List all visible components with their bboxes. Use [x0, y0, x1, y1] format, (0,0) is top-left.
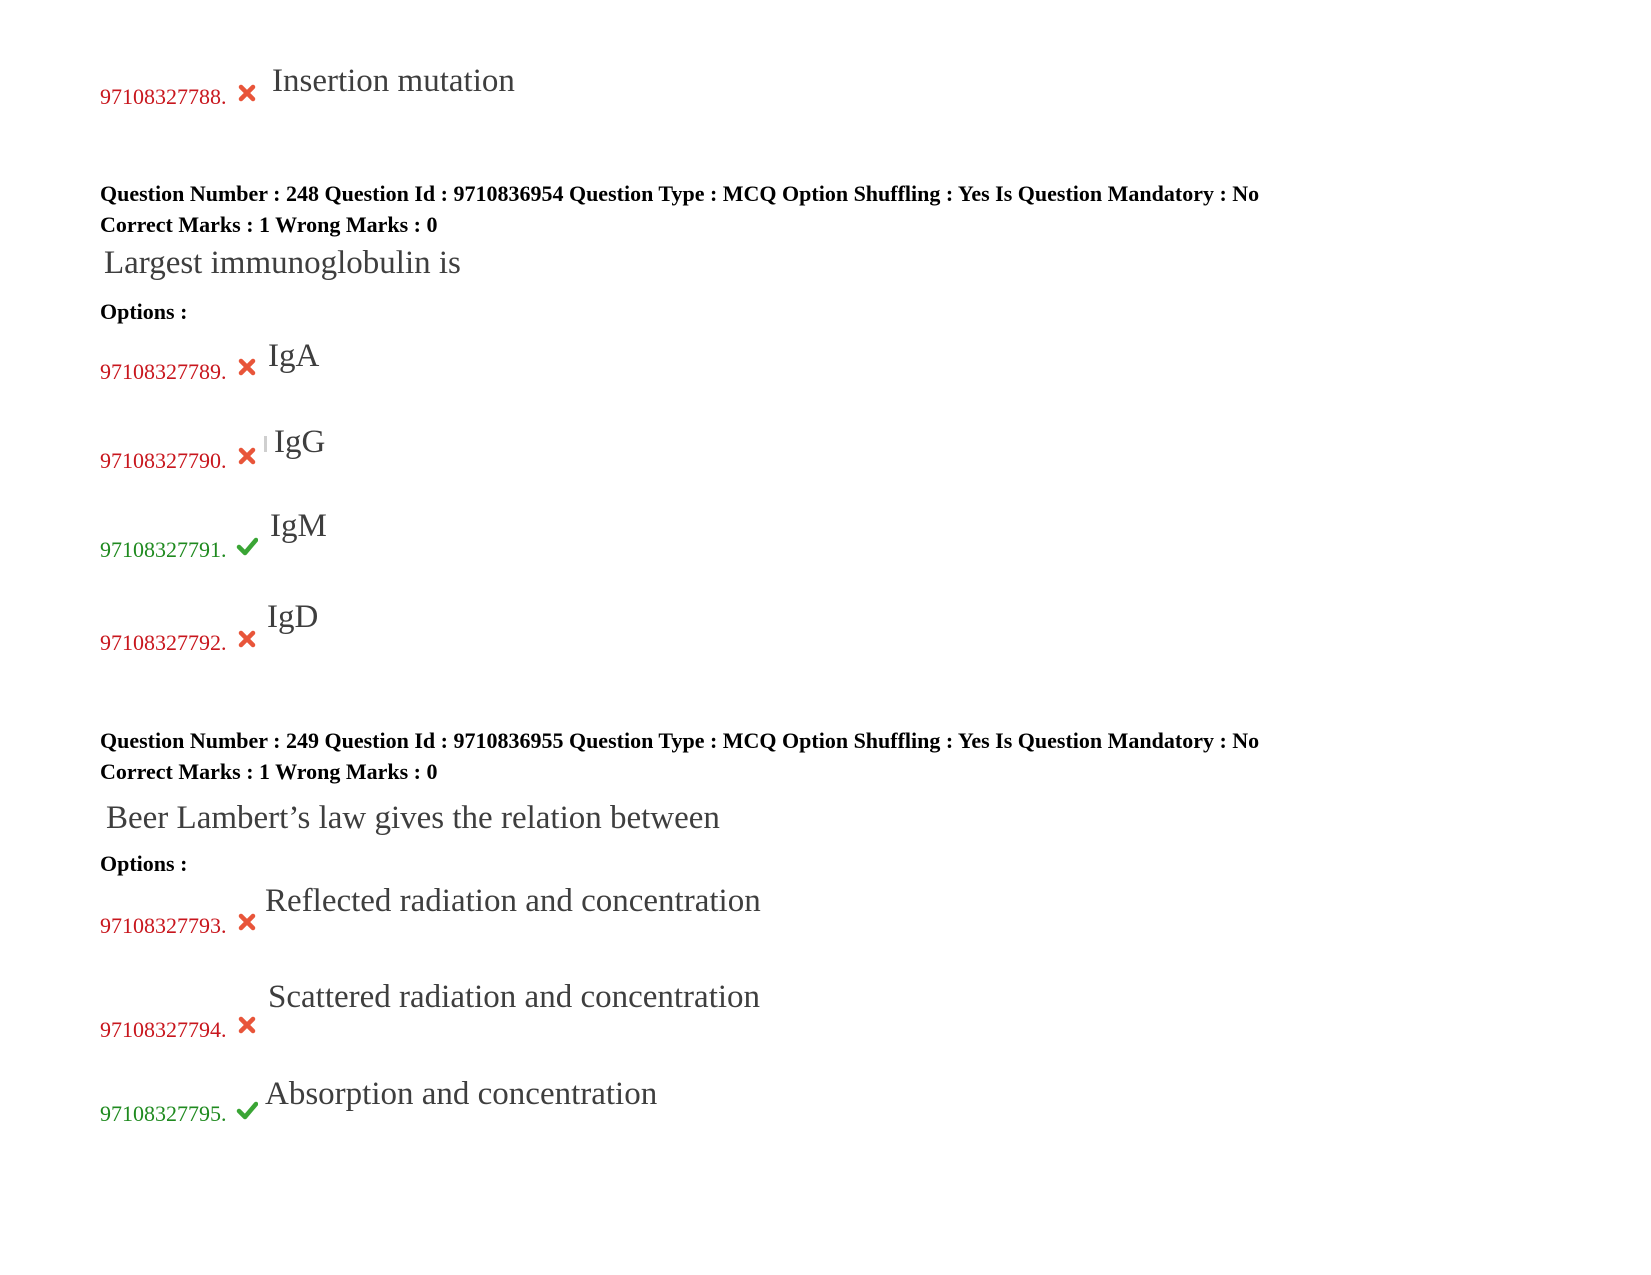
- question-text: Largest immunoglobulin is: [104, 245, 461, 281]
- option-id: 97108327790.: [100, 448, 227, 473]
- option-text: IgA: [268, 338, 320, 374]
- option-id: 97108327795.: [100, 1101, 227, 1126]
- option-text: Absorption and concentration: [265, 1076, 658, 1112]
- cross-icon: [236, 911, 258, 933]
- options-label: Options :: [100, 851, 188, 876]
- option-id: 97108327794.: [100, 1017, 227, 1042]
- cross-icon: [236, 1014, 258, 1036]
- option-text: IgG: [274, 424, 326, 460]
- option-text: Scattered radiation and concentration: [268, 979, 761, 1015]
- option-id: 97108327791.: [100, 537, 227, 562]
- option-id: 97108327793.: [100, 913, 227, 938]
- option-text: Reflected radiation and concentration: [265, 883, 761, 919]
- check-icon: [236, 535, 258, 557]
- option-text: IgM: [270, 508, 327, 544]
- question-meta: Question Number : 248 Question Id : 9710836954 Question Type : MCQ Option Shuffling : Yes Is Question Mandatory : No: [100, 181, 1260, 206]
- question-meta: Question Number : 249 Question Id : 9710836955 Question Type : MCQ Option Shuffling : Yes Is Question Mandatory : No: [100, 728, 1260, 753]
- options-label: Options :: [100, 299, 188, 324]
- divider: [264, 436, 267, 452]
- question-marks: Correct Marks : 1 Wrong Marks : 0: [100, 212, 438, 237]
- question-marks: Correct Marks : 1 Wrong Marks : 0: [100, 759, 438, 784]
- option-id: 97108327789.: [100, 359, 227, 384]
- question-text: Beer Lambert’s law gives the relation between: [106, 800, 720, 836]
- cross-icon: [236, 82, 258, 104]
- cross-icon: [236, 628, 258, 650]
- cross-icon: [236, 356, 258, 378]
- option-text: Insertion mutation: [272, 63, 515, 99]
- check-icon: [236, 1099, 258, 1121]
- option-id: 97108327788.: [100, 84, 227, 109]
- option-id: 97108327792.: [100, 630, 227, 655]
- cross-icon: [236, 445, 258, 467]
- option-text: IgD: [267, 599, 319, 635]
